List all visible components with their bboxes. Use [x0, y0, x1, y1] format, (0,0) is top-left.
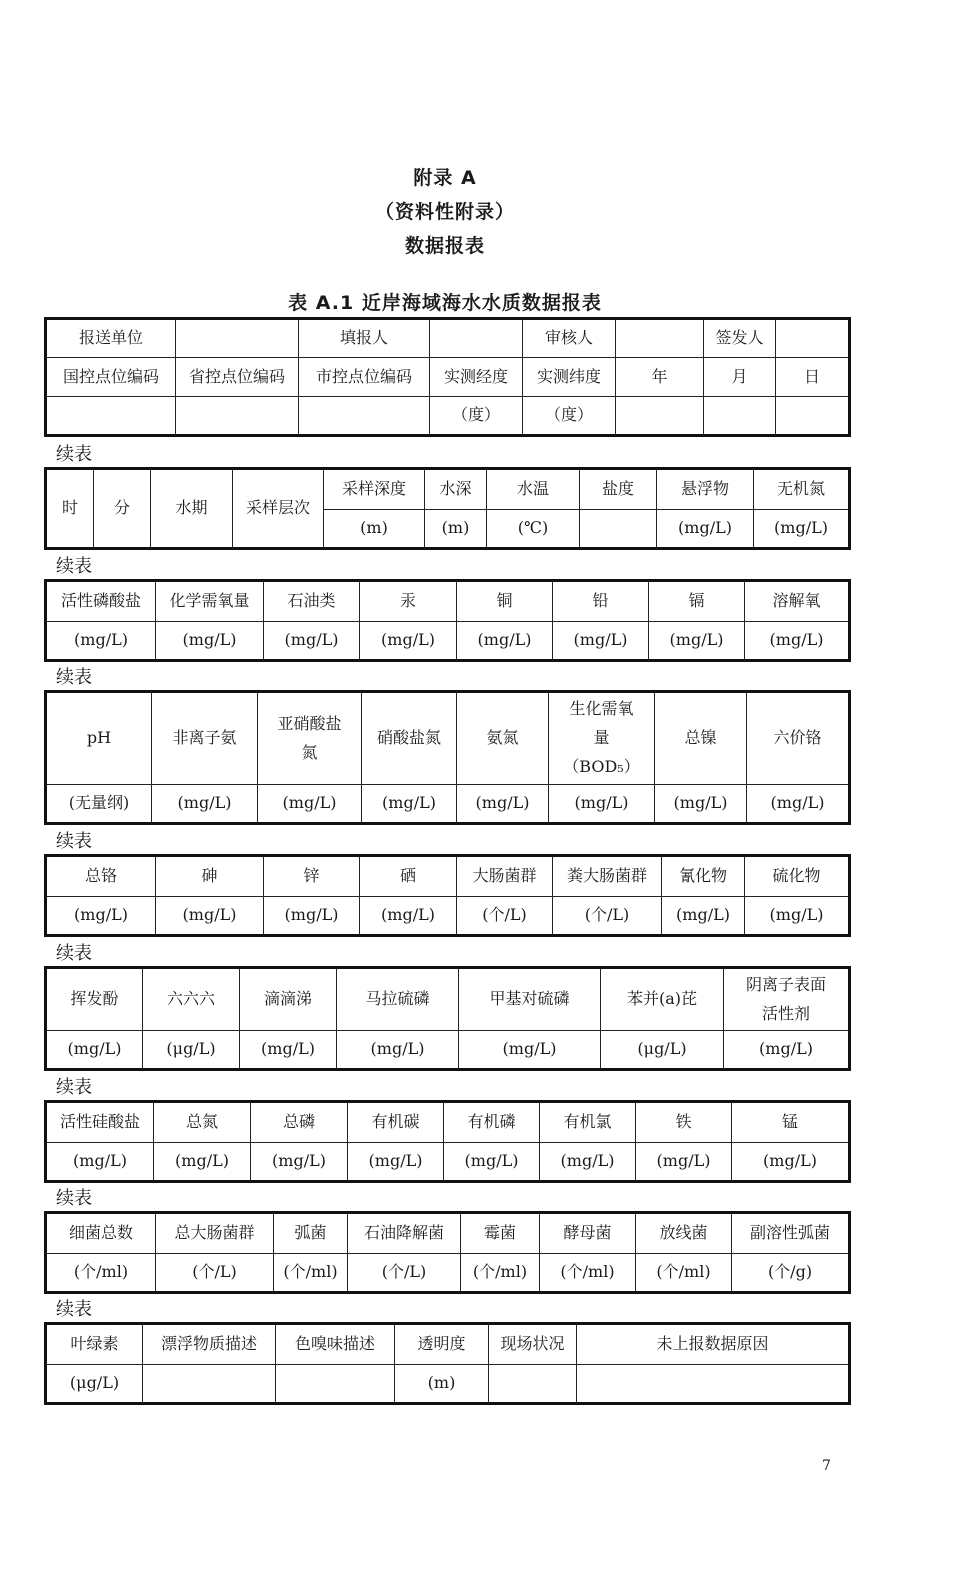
value-cell [616, 319, 704, 358]
unit-cell [46, 397, 176, 436]
water-quality-table-3 [44, 579, 851, 662]
header-cell: 硝酸盐氮 [362, 692, 457, 785]
header-cell: 汞 [360, 581, 457, 622]
header-cell: 硒 [360, 856, 457, 897]
header-cell: 总磷 [251, 1102, 348, 1143]
water-quality-table-5 [44, 854, 851, 937]
header-cell: 石油降解菌 [348, 1213, 461, 1254]
header-cell: 铜 [457, 581, 553, 622]
header-cell: 化学需氧量 [156, 581, 264, 622]
appendix-title: 数据报表 [404, 235, 485, 257]
unit-cell: (mg/L) [662, 897, 745, 936]
unit-cell: (μg/L) [46, 1365, 143, 1404]
unit-cell: (m) [324, 510, 425, 549]
unit-cell [776, 397, 850, 436]
header-cell: 铁 [636, 1102, 732, 1143]
unit-cell: (mg/L) [747, 785, 850, 824]
continued-label: 续表 [56, 1188, 92, 1209]
header-cell: 副溶性弧菌 [732, 1213, 850, 1254]
unit-cell: (m) [395, 1365, 489, 1404]
header-cell: 时 [46, 469, 94, 549]
header-cell: 分 [94, 469, 151, 549]
unit-cell: (μg/L) [601, 1031, 724, 1070]
header-cell: 现场状况 [489, 1324, 577, 1365]
unit-cell: (mg/L) [46, 897, 156, 936]
header-cell: 砷 [156, 856, 264, 897]
table-row [46, 581, 850, 622]
table-row [46, 469, 850, 510]
header-cell: 霉菌 [461, 1213, 540, 1254]
unit-cell: (mg/L) [337, 1031, 459, 1070]
header-cell: 总大肠菌群 [156, 1213, 274, 1254]
unit-cell: (mg/L) [457, 622, 553, 661]
unit-cell: (mg/L) [657, 510, 754, 549]
header-cell: 透明度 [395, 1324, 489, 1365]
header-cell: 有机碳 [348, 1102, 444, 1143]
header-cell: 活性磷酸盐 [46, 581, 156, 622]
unit-cell: (个/L) [156, 1254, 274, 1293]
unit-cell: (无量纲) [46, 785, 152, 824]
header-cell: 实测纬度 [523, 358, 616, 397]
header-cell: 采样层次 [233, 469, 324, 549]
unit-cell: (mg/L) [348, 1143, 444, 1182]
header-cell: 色嗅味描述 [276, 1324, 395, 1365]
header-cell: 石油类 [264, 581, 360, 622]
unit-cell: (mg/L) [553, 622, 649, 661]
table-row [46, 692, 850, 785]
unit-cell: (mg/L) [540, 1143, 636, 1182]
header-cell: 水温 [487, 469, 580, 510]
appendix-note: （资料性附录） [374, 201, 515, 223]
unit-cell: (μg/L) [143, 1031, 240, 1070]
microbiology-table [44, 1211, 851, 1294]
unit-cell: (个/L) [348, 1254, 461, 1293]
unit-cell: (mg/L) [732, 1143, 850, 1182]
header-cell: 报送单位 [46, 319, 176, 358]
unit-cell [704, 397, 776, 436]
continued-label: 续表 [56, 1299, 92, 1320]
header-cell: 总氮 [154, 1102, 251, 1143]
continued-label: 续表 [56, 667, 92, 688]
header-cell: 六价铬 [747, 692, 850, 785]
unit-cell: (mg/L) [655, 785, 747, 824]
unit-cell: (个/ml) [636, 1254, 732, 1293]
table-row [46, 1324, 850, 1365]
unit-cell: (mg/L) [46, 1031, 143, 1070]
table-caption: 表 A.1 近岸海域海水水质数据报表 [288, 292, 602, 314]
unit-cell: (个/ml) [461, 1254, 540, 1293]
header-cell: 氰化物 [662, 856, 745, 897]
table-row [46, 1102, 850, 1143]
unit-cell: (个/ml) [540, 1254, 636, 1293]
unit-cell: (mg/L) [46, 622, 156, 661]
unit-cell: （度） [430, 397, 523, 436]
table-row [46, 968, 850, 1031]
header-cell: 水期 [151, 469, 233, 549]
unit-cell: (mg/L) [754, 510, 850, 549]
value-cell [430, 319, 523, 358]
unit-cell [580, 510, 657, 549]
unit-cell: (mg/L) [264, 622, 360, 661]
header-cell: 硫化物 [745, 856, 850, 897]
header-cell: 大肠菌群 [457, 856, 553, 897]
header-cell: 漂浮物质描述 [143, 1324, 276, 1365]
unit-cell: (个/L) [457, 897, 553, 936]
unit-cell [577, 1365, 850, 1404]
continued-label: 续表 [56, 943, 92, 964]
table-row [46, 1213, 850, 1254]
unit-cell: (个/g) [732, 1254, 850, 1293]
value-cell [776, 319, 850, 358]
unit-cell [143, 1365, 276, 1404]
unit-cell: (mg/L) [152, 785, 258, 824]
header-cell: 非离子氨 [152, 692, 258, 785]
water-quality-table-7 [44, 1100, 851, 1183]
header-cell: 叶绿素 [46, 1324, 143, 1365]
header-cell: 日 [776, 358, 850, 397]
header-cell: 苯并(a)芘 [601, 968, 724, 1031]
header-cell: 生化需氧量（BOD₅） [549, 692, 655, 785]
table-row [46, 397, 850, 436]
header-cell: 实测经度 [430, 358, 523, 397]
unit-cell: (个/ml) [274, 1254, 348, 1293]
header-cell: 放线菌 [636, 1213, 732, 1254]
table-row [46, 856, 850, 897]
header-cell: 未上报数据原因 [577, 1324, 850, 1365]
header-cell: 年 [616, 358, 704, 397]
page-number: 7 [822, 1458, 831, 1474]
unit-cell [176, 397, 299, 436]
table-row [46, 1254, 850, 1293]
header-cell: 月 [704, 358, 776, 397]
continued-label: 续表 [56, 831, 92, 852]
header-cell: 甲基对硫磷 [459, 968, 601, 1031]
header-cell: 溶解氧 [745, 581, 850, 622]
unit-cell: (mg/L) [362, 785, 457, 824]
header-cell: 细菌总数 [46, 1213, 156, 1254]
unit-cell [489, 1365, 577, 1404]
header-cell: 签发人 [704, 319, 776, 358]
unit-cell: (mg/L) [444, 1143, 540, 1182]
table-row [46, 1031, 850, 1070]
header-cell: 采样深度 [324, 469, 425, 510]
unit-cell: (mg/L) [156, 897, 264, 936]
header-cell: 无机氮 [754, 469, 850, 510]
header-cell: 镉 [649, 581, 745, 622]
unit-cell: (mg/L) [549, 785, 655, 824]
unit-cell: (mg/L) [649, 622, 745, 661]
header-cell: 有机氯 [540, 1102, 636, 1143]
unit-cell [276, 1365, 395, 1404]
continued-label: 续表 [56, 444, 92, 465]
header-cell: 酵母菌 [540, 1213, 636, 1254]
header-cell: 六六六 [143, 968, 240, 1031]
header-cell: 氨氮 [457, 692, 549, 785]
table-row [46, 622, 850, 661]
unit-cell: (mg/L) [360, 622, 457, 661]
unit-cell: (mg/L) [156, 622, 264, 661]
unit-cell: (mg/L) [251, 1143, 348, 1182]
header-cell: 总镍 [655, 692, 747, 785]
header-cell: 国控点位编码 [46, 358, 176, 397]
header-cell: 悬浮物 [657, 469, 754, 510]
table-row [46, 1365, 850, 1404]
continued-label: 续表 [56, 1077, 92, 1098]
header-cell: 铅 [553, 581, 649, 622]
water-quality-table-4 [44, 690, 851, 825]
unit-cell: (mg/L) [240, 1031, 337, 1070]
unit-cell: (mg/L) [459, 1031, 601, 1070]
header-cell: 有机磷 [444, 1102, 540, 1143]
header-cell: 水深 [425, 469, 487, 510]
header-cell: 审核人 [523, 319, 616, 358]
unit-cell: (mg/L) [264, 897, 360, 936]
report-info-table [44, 317, 851, 437]
unit-cell: (个/ml) [46, 1254, 156, 1293]
unit-cell: (mg/L) [154, 1143, 251, 1182]
unit-cell [616, 397, 704, 436]
header-cell: 马拉硫磷 [337, 968, 459, 1031]
header-cell: 盐度 [580, 469, 657, 510]
header-cell: 锌 [264, 856, 360, 897]
header-cell: 总铬 [46, 856, 156, 897]
header-cell: 滴滴涕 [240, 968, 337, 1031]
water-quality-table-6 [44, 966, 851, 1071]
unit-cell: (℃) [487, 510, 580, 549]
table-row [46, 1143, 850, 1182]
appendix-heading: 附录 A [413, 167, 477, 189]
sampling-table [44, 467, 851, 550]
header-cell: 阴离子表面活性剂 [724, 968, 850, 1031]
unit-cell: (mg/L) [745, 897, 850, 936]
header-cell: 亚硝酸盐氮 [258, 692, 362, 785]
value-cell [176, 319, 299, 358]
field-observation-table [44, 1322, 851, 1405]
unit-cell [299, 397, 430, 436]
unit-cell: (个/L) [553, 897, 662, 936]
header-cell: 省控点位编码 [176, 358, 299, 397]
header-cell: 填报人 [299, 319, 430, 358]
unit-cell: （度） [523, 397, 616, 436]
unit-cell: (mg/L) [457, 785, 549, 824]
unit-cell: (m) [425, 510, 487, 549]
header-cell: 市控点位编码 [299, 358, 430, 397]
unit-cell: (mg/L) [636, 1143, 732, 1182]
table-row [46, 358, 850, 397]
continued-label: 续表 [56, 556, 92, 577]
unit-cell: (mg/L) [258, 785, 362, 824]
header-cell: 挥发酚 [46, 968, 143, 1031]
header-cell: 活性硅酸盐 [46, 1102, 154, 1143]
header-cell: pH [46, 692, 152, 785]
unit-cell: (mg/L) [360, 897, 457, 936]
unit-cell: (mg/L) [745, 622, 850, 661]
header-cell: 锰 [732, 1102, 850, 1143]
unit-cell: (mg/L) [46, 1143, 154, 1182]
table-row [46, 319, 850, 358]
header-cell: 粪大肠菌群 [553, 856, 662, 897]
unit-cell: (mg/L) [724, 1031, 850, 1070]
table-row [46, 785, 850, 824]
table-row [46, 897, 850, 936]
header-cell: 弧菌 [274, 1213, 348, 1254]
